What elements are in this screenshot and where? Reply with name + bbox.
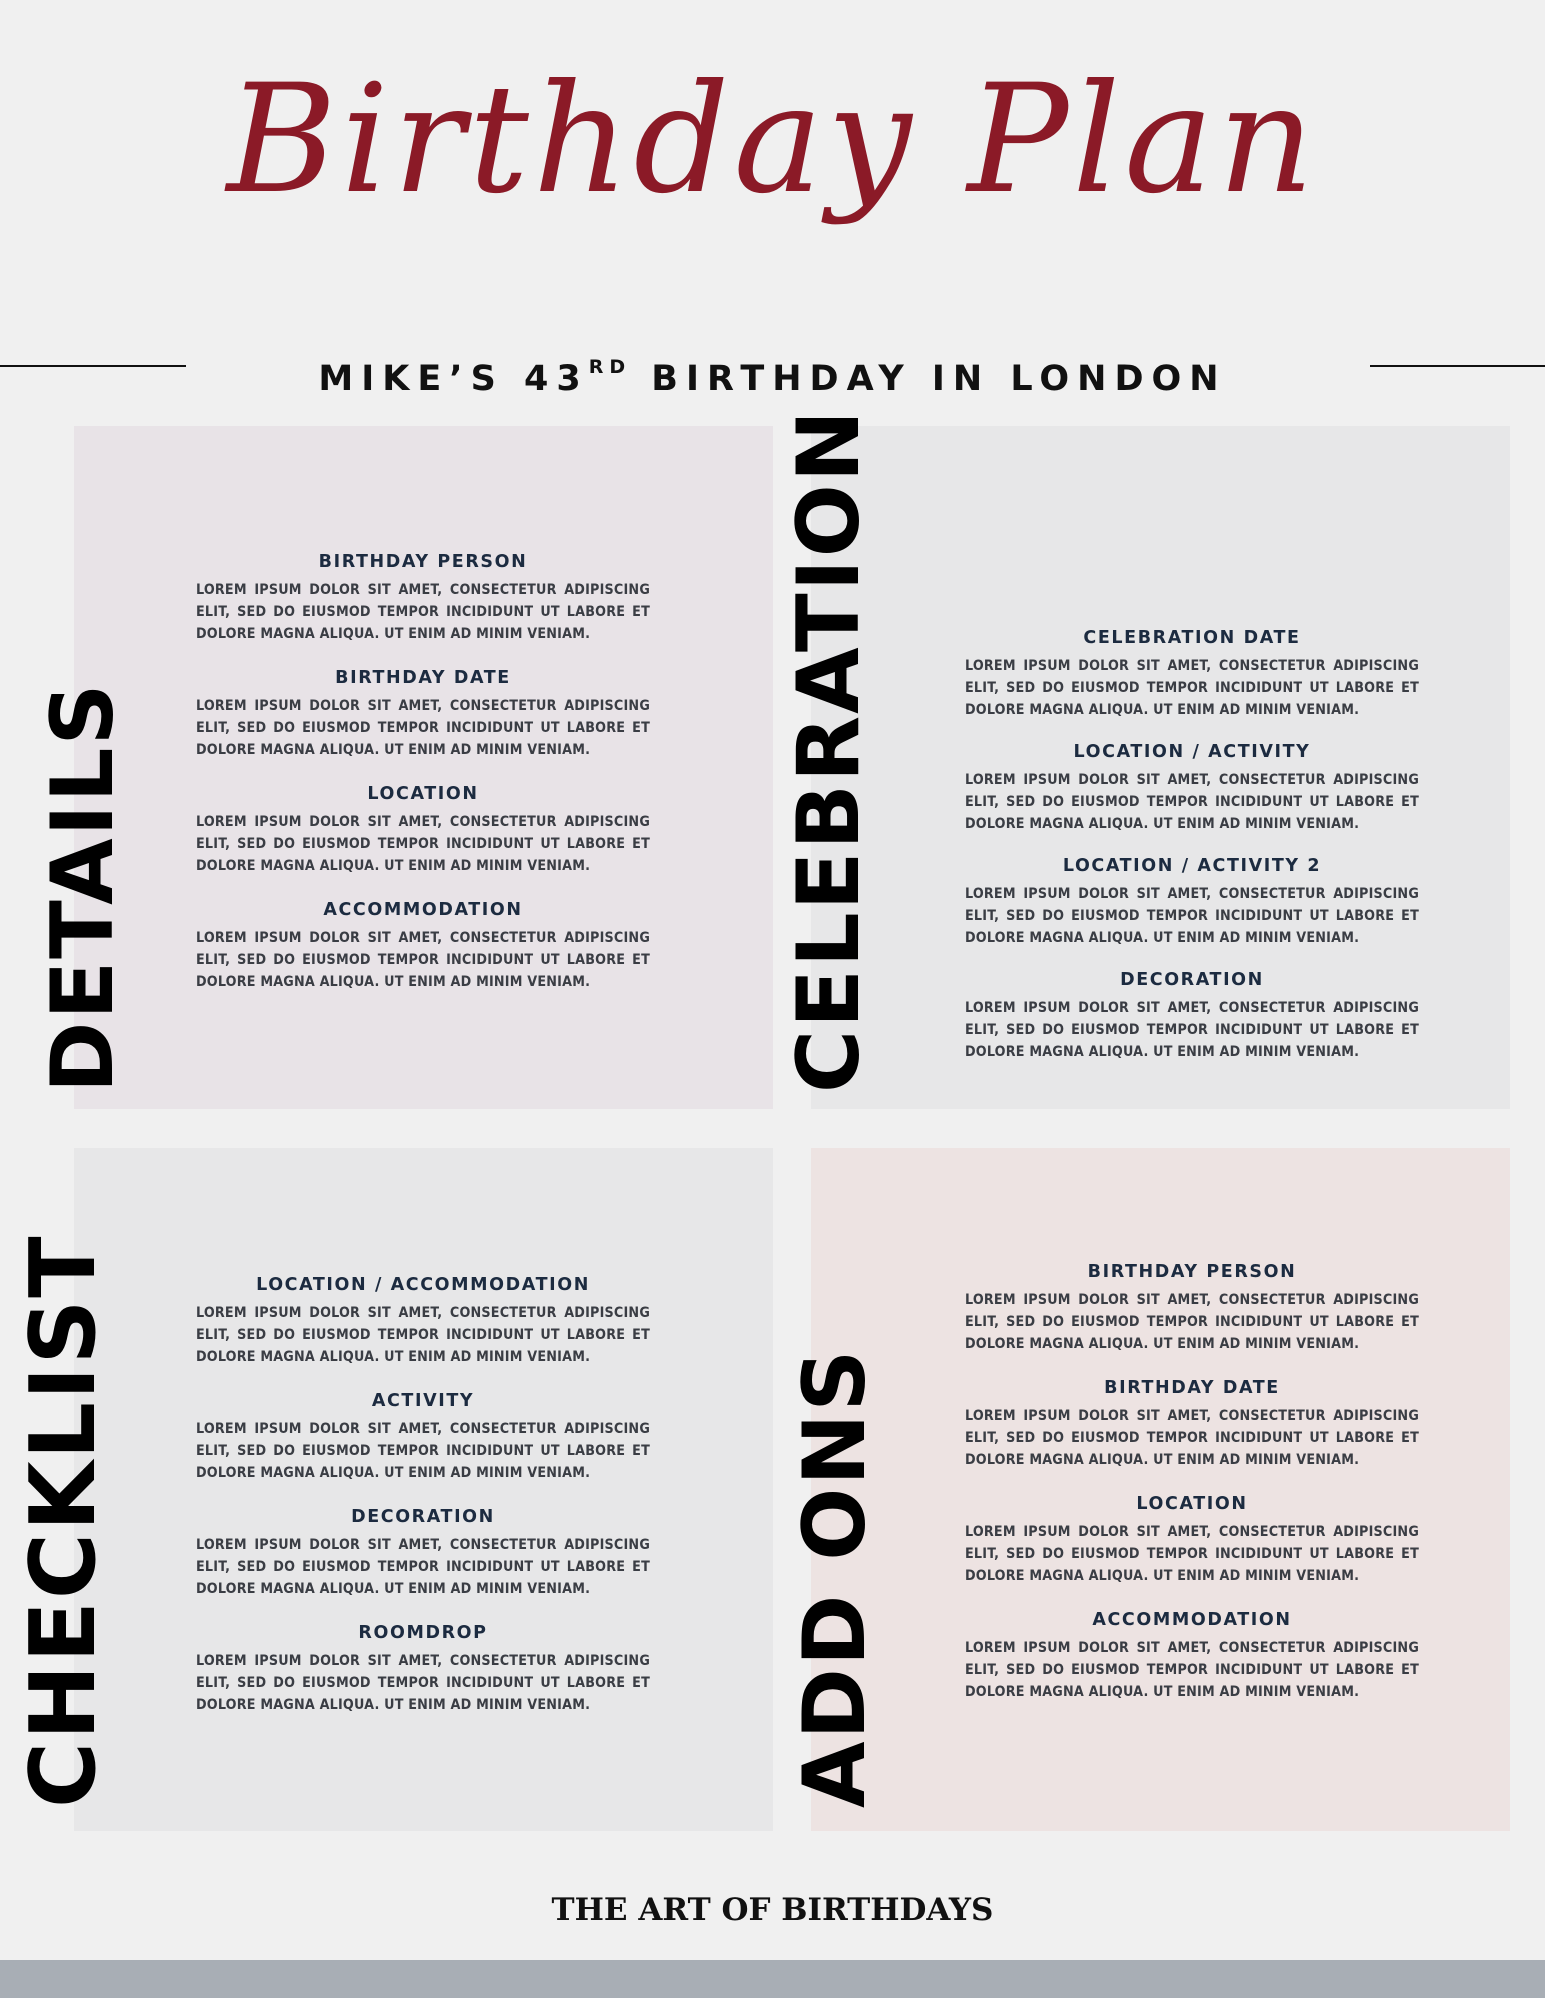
section-body: LOREM IPSUM DOLOR SIT AMET, CONSECTETUR ADIPISCING ELIT, SED DO EIUSMOD TEMPOR INCIDIDUNT UT LABORE ET DOLORE MAGNA ALIQUA. UT ENIM AD MINIM VENIAM.	[196, 930, 650, 990]
checklist-section-decoration	[196, 1506, 650, 1600]
section-heading: LOCATION / ACTIVITY	[1073, 742, 1311, 762]
subtitle-main: MIKE’S 43	[318, 359, 589, 399]
details-section-location	[196, 783, 650, 877]
checklist-section-roomdrop	[196, 1622, 650, 1716]
section-heading: DECORATION	[351, 1507, 495, 1527]
section-body: LOREM IPSUM DOLOR SIT AMET, CONSECTETUR ADIPISCING ELIT, SED DO EIUSMOD TEMPOR INCIDIDUNT UT LABORE ET DOLORE MAGNA ALIQUA. UT ENIM AD MINIM VENIAM.	[965, 1640, 1419, 1700]
section-body: LOREM IPSUM DOLOR SIT AMET, CONSECTETUR ADIPISCING ELIT, SED DO EIUSMOD TEMPOR INCIDIDUNT UT LABORE ET DOLORE MAGNA ALIQUA. UT ENIM AD MINIM VENIAM.	[196, 1421, 650, 1481]
section-heading: DECORATION	[1120, 970, 1264, 990]
celebration-section-location-activity	[965, 741, 1419, 835]
checklist-section-activity	[196, 1390, 650, 1484]
section-heading: ACCOMMODATION	[323, 900, 523, 920]
section-body: LOREM IPSUM DOLOR SIT AMET, CONSECTETUR ADIPISCING ELIT, SED DO EIUSMOD TEMPOR INCIDIDUNT UT LABORE ET DOLORE MAGNA ALIQUA. UT ENIM AD MINIM VENIAM.	[965, 1408, 1419, 1468]
celebration-section-date	[965, 627, 1419, 721]
subtitle	[0, 344, 1545, 402]
section-body: LOREM IPSUM DOLOR SIT AMET, CONSECTETUR ADIPISCING ELIT, SED DO EIUSMOD TEMPOR INCIDIDUNT UT LABORE ET DOLORE MAGNA ALIQUA. UT ENIM AD MINIM VENIAM.	[196, 814, 650, 874]
section-body: LOREM IPSUM DOLOR SIT AMET, CONSECTETUR ADIPISCING ELIT, SED DO EIUSMOD TEMPOR INCIDIDUNT UT LABORE ET DOLORE MAGNA ALIQUA. UT ENIM AD MINIM VENIAM.	[965, 1000, 1419, 1060]
details-section-birthday-person	[196, 551, 650, 645]
addons-section-birthday-date	[965, 1377, 1419, 1471]
subtitle-rest: BIRTHDAY IN LONDON	[631, 359, 1227, 399]
addons-section-birthday-person	[965, 1261, 1419, 1355]
details-label: DETAILS	[33, 681, 133, 1093]
page-title: Birthday Plan	[226, 53, 1319, 227]
bottom-bar	[0, 1960, 1545, 1998]
addons-section-accommodation	[965, 1609, 1419, 1703]
section-body: LOREM IPSUM DOLOR SIT AMET, CONSECTETUR ADIPISCING ELIT, SED DO EIUSMOD TEMPOR INCIDIDUNT UT LABORE ET DOLORE MAGNA ALIQUA. UT ENIM AD MINIM VENIAM.	[965, 658, 1419, 718]
section-body: LOREM IPSUM DOLOR SIT AMET, CONSECTETUR ADIPISCING ELIT, SED DO EIUSMOD TEMPOR INCIDIDUNT UT LABORE ET DOLORE MAGNA ALIQUA. UT ENIM AD MINIM VENIAM.	[965, 1292, 1419, 1352]
section-heading: LOCATION	[1136, 1494, 1248, 1514]
section-heading: LOCATION / ACCOMMODATION	[256, 1275, 590, 1295]
subtitle-ordinal-suffix: RD	[588, 356, 632, 378]
section-heading: ACTIVITY	[371, 1391, 475, 1411]
celebration-label: CELEBRATION	[779, 408, 879, 1093]
section-heading: BIRTHDAY DATE	[1104, 1378, 1280, 1398]
section-body: LOREM IPSUM DOLOR SIT AMET, CONSECTETUR ADIPISCING ELIT, SED DO EIUSMOD TEMPOR INCIDIDUNT UT LABORE ET DOLORE MAGNA ALIQUA. UT ENIM AD MINIM VENIAM.	[196, 698, 650, 758]
section-body: LOREM IPSUM DOLOR SIT AMET, CONSECTETUR ADIPISCING ELIT, SED DO EIUSMOD TEMPOR INCIDIDUNT UT LABORE ET DOLORE MAGNA ALIQUA. UT ENIM AD MINIM VENIAM.	[196, 1305, 650, 1365]
section-heading: LOCATION / ACTIVITY 2	[1062, 856, 1322, 876]
checklist-section-location-accommodation	[196, 1274, 650, 1368]
checklist-label: CHECKLIST	[11, 1234, 116, 1808]
section-body: LOREM IPSUM DOLOR SIT AMET, CONSECTETUR ADIPISCING ELIT, SED DO EIUSMOD TEMPOR INCIDIDUNT UT LABORE ET DOLORE MAGNA ALIQUA. UT ENIM AD MINIM VENIAM.	[965, 772, 1419, 832]
section-body: LOREM IPSUM DOLOR SIT AMET, CONSECTETUR ADIPISCING ELIT, SED DO EIUSMOD TEMPOR INCIDIDUNT UT LABORE ET DOLORE MAGNA ALIQUA. UT ENIM AD MINIM VENIAM.	[196, 1653, 650, 1713]
details-content	[196, 551, 650, 1015]
section-heading: ACCOMMODATION	[1092, 1610, 1292, 1630]
section-heading: BIRTHDAY PERSON	[318, 552, 528, 572]
celebration-section-location-activity-2	[965, 855, 1419, 949]
details-section-accommodation	[196, 899, 650, 993]
details-section-birthday-date	[196, 667, 650, 761]
section-heading: ROOMDROP	[358, 1623, 488, 1643]
section-heading: BIRTHDAY DATE	[335, 668, 511, 688]
section-body: LOREM IPSUM DOLOR SIT AMET, CONSECTETUR ADIPISCING ELIT, SED DO EIUSMOD TEMPOR INCIDIDUNT UT LABORE ET DOLORE MAGNA ALIQUA. UT ENIM AD MINIM VENIAM.	[965, 1524, 1419, 1584]
section-heading: BIRTHDAY PERSON	[1087, 1262, 1297, 1282]
section-body: LOREM IPSUM DOLOR SIT AMET, CONSECTETUR ADIPISCING ELIT, SED DO EIUSMOD TEMPOR INCIDIDUNT UT LABORE ET DOLORE MAGNA ALIQUA. UT ENIM AD MINIM VENIAM.	[965, 886, 1419, 946]
section-body: LOREM IPSUM DOLOR SIT AMET, CONSECTETUR ADIPISCING ELIT, SED DO EIUSMOD TEMPOR INCIDIDUNT UT LABORE ET DOLORE MAGNA ALIQUA. UT ENIM AD MINIM VENIAM.	[196, 582, 650, 642]
section-body: LOREM IPSUM DOLOR SIT AMET, CONSECTETUR ADIPISCING ELIT, SED DO EIUSMOD TEMPOR INCIDIDUNT UT LABORE ET DOLORE MAGNA ALIQUA. UT ENIM AD MINIM VENIAM.	[196, 1537, 650, 1597]
section-heading: CELEBRATION DATE	[1083, 628, 1301, 648]
celebration-content	[965, 627, 1419, 1083]
addons-label: ADD ONS	[785, 1347, 885, 1808]
addons-section-location	[965, 1493, 1419, 1587]
celebration-section-decoration	[965, 969, 1419, 1063]
checklist-content	[196, 1274, 650, 1738]
footer-brand: THE ART OF BIRTHDAYS	[551, 1892, 994, 1928]
section-heading: LOCATION	[367, 784, 479, 804]
subtitle-rule-right	[1370, 365, 1545, 367]
addons-content	[965, 1261, 1419, 1725]
